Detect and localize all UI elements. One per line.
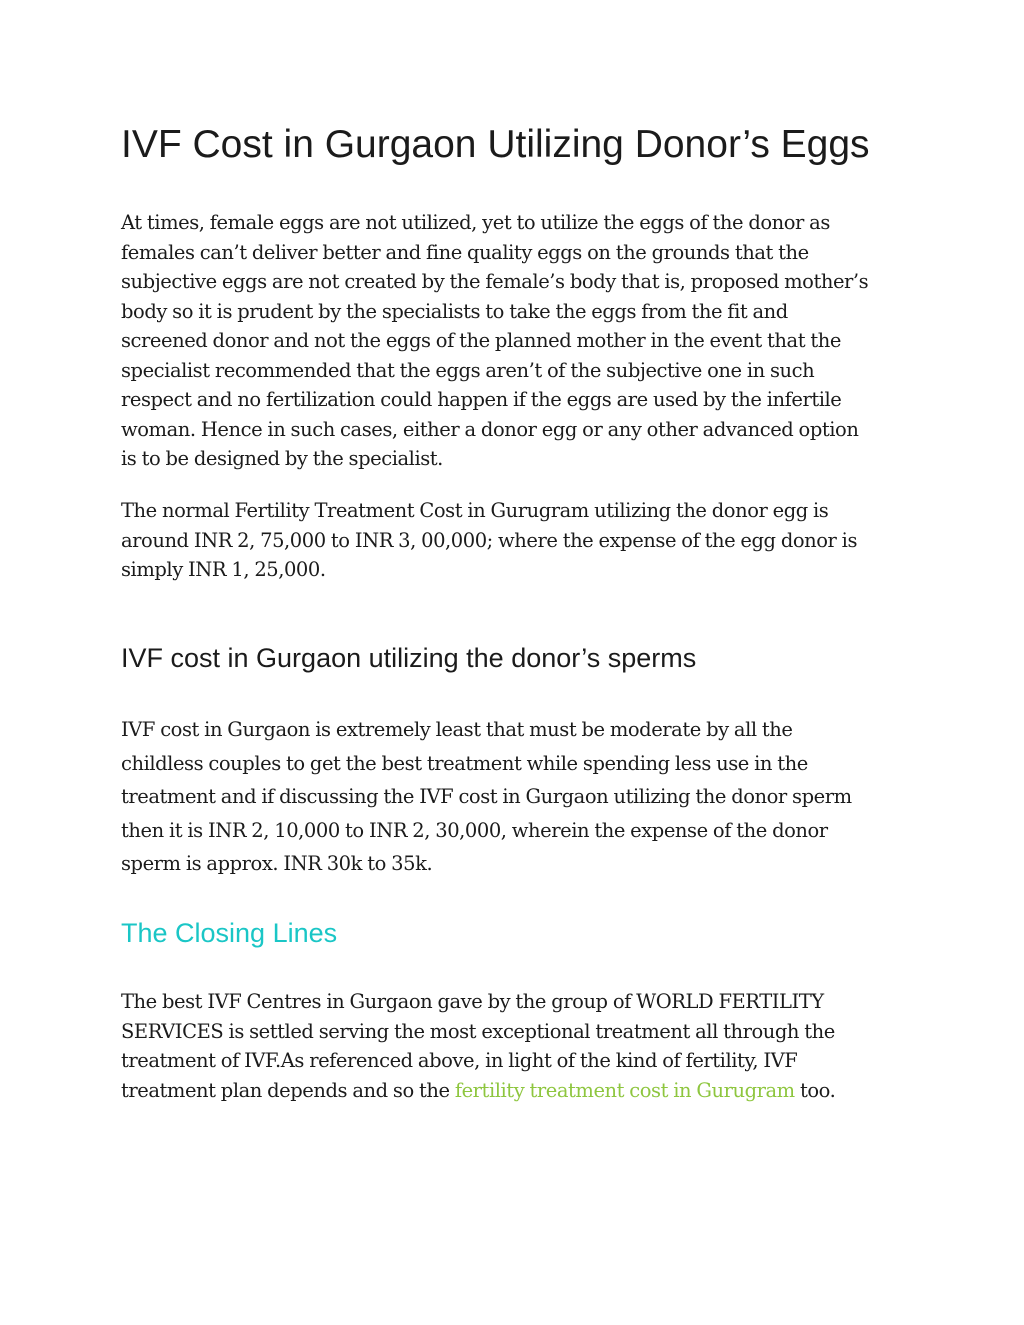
fertility-cost-link[interactable]: fertility treatment cost in Gurugram xyxy=(454,1078,795,1102)
text-line: treatment and if discussing the IVF cost in Gurgaon utilizing the donor sperm xyxy=(121,785,852,808)
section-heading-closing-lines: The Closing Lines xyxy=(121,918,338,948)
text-line: screened donor and not the eggs of the planned mother in the event that the xyxy=(121,329,841,352)
text-line: around INR 2, 75,000 to INR 3, 00,000; where the expense of the egg donor is xyxy=(121,528,858,552)
text-line: childless couples to get the best treatment while spending less use in the xyxy=(121,751,808,775)
text-line: body so it is prudent by the specialists to take the eggs from the fit and xyxy=(121,299,788,323)
section-heading-donor-sperms: IVF cost in Gurgaon utilizing the donor’s sperms xyxy=(121,643,697,673)
text-line: specialist recommended that the eggs aren’t of the subjective one in such xyxy=(121,358,815,382)
page-title: IVF Cost in Gurgaon Utilizing Donor’s Eggs xyxy=(121,123,870,166)
text-line: simply INR 1, 25,000. xyxy=(121,558,326,581)
text-line: At times, female eggs are not utilized, yet to utilize the eggs of the donor as xyxy=(121,211,830,234)
text-line: The best IVF Centres in Gurgaon gave by the group of WORLD FERTILITY xyxy=(121,990,824,1013)
text-line: SERVICES is settled serving the most exceptional treatment all through the xyxy=(121,1019,835,1043)
text-line: woman. Hence in such cases, either a donor egg or any other advanced option xyxy=(121,417,859,441)
text-line: then it is INR 2, 10,000 to INR 2, 30,000, wherein the expense of the donor xyxy=(121,818,828,842)
text-line: subjective eggs are not created by the female’s body that is, proposed mother’s xyxy=(121,270,869,293)
text-fragment: treatment plan depends and so the xyxy=(121,1078,455,1102)
text-fragment: too. xyxy=(794,1078,836,1102)
paragraph-closing xyxy=(121,987,911,1105)
text-line: females can’t deliver better and fine quality eggs on the grounds that the xyxy=(121,240,809,264)
text-line: respect and no fertilization could happen if the eggs are used by the infertile xyxy=(121,388,842,411)
text-line: IVF cost in Gurgaon is extremely least that must be moderate by all the xyxy=(121,718,793,741)
text-line: The normal Fertility Treatment Cost in Gurugram utilizing the donor egg is xyxy=(121,499,829,522)
text-line-with-link xyxy=(121,1076,911,1106)
paragraph-donor-sperm-cost xyxy=(121,713,911,881)
text-line: treatment of IVF.As referenced above, in light of the kind of fertility, IVF xyxy=(121,1049,798,1072)
paragraph-donor-eggs xyxy=(121,208,911,474)
text-line: sperm is approx. INR 30k to 35k. xyxy=(121,852,433,875)
paragraph-donor-egg-cost xyxy=(121,496,911,585)
text-line: is to be designed by the specialist. xyxy=(121,447,443,470)
